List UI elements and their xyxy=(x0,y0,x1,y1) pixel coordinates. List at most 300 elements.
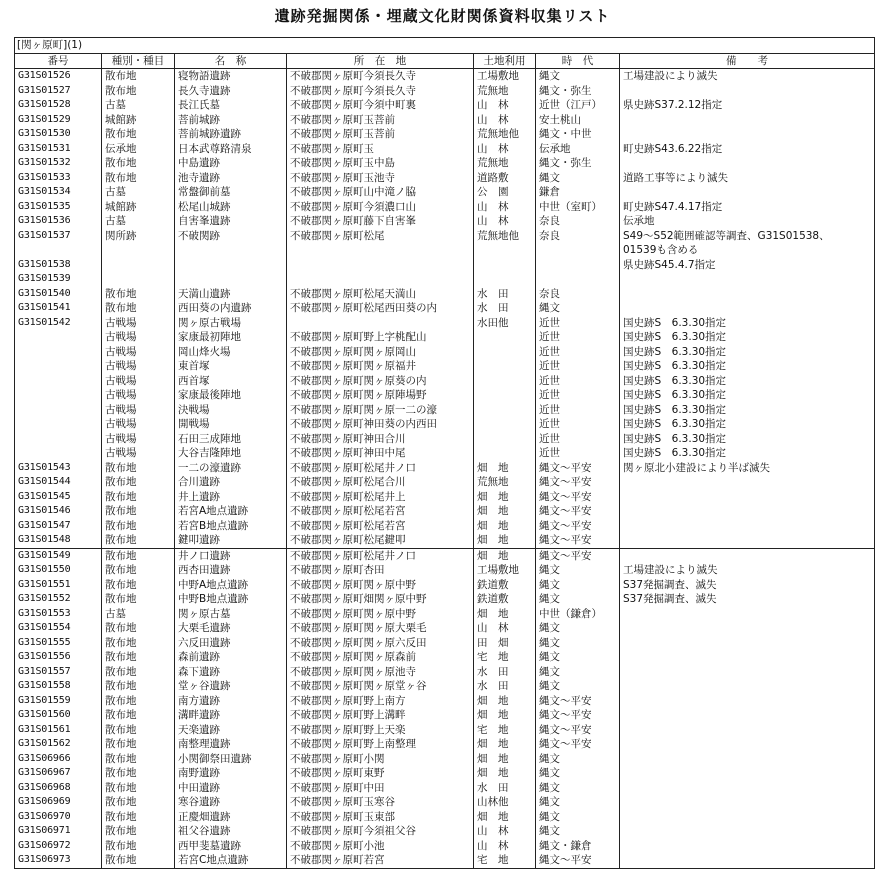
cell-name: 関ヶ原古墓 xyxy=(175,607,287,622)
cell-location: 不破郡関ヶ原町今須濃口山 xyxy=(287,200,474,215)
cell-name: 若宮C地点遺跡 xyxy=(175,853,287,868)
cell-remarks xyxy=(620,519,875,534)
cell-name: 中島遺跡 xyxy=(175,156,287,171)
cell-remarks: 県史跡S37.2.12指定 xyxy=(620,98,875,113)
cell-period: 縄文 xyxy=(536,679,620,694)
table-row xyxy=(15,374,875,389)
cell-location: 不破郡関ヶ原町玉池寺 xyxy=(287,171,474,186)
cell-number: G31S01531 xyxy=(15,142,102,157)
cell-remarks xyxy=(620,504,875,519)
cell-location: 不破郡関ヶ原町松尾西田葵の内 xyxy=(287,301,474,316)
cell-remarks: 伝承地 xyxy=(620,214,875,229)
cell-remarks xyxy=(620,810,875,825)
cell-land-use: 水 田 xyxy=(474,781,536,796)
cell-type: 散布地 xyxy=(102,737,175,752)
table-row xyxy=(15,578,875,593)
cell-land-use: 畑 地 xyxy=(474,461,536,476)
cell-name: 小関御祭田遺跡 xyxy=(175,752,287,767)
cell-period: 縄文 xyxy=(536,810,620,825)
cell-number: G31S01562 xyxy=(15,737,102,752)
cell-type: 散布地 xyxy=(102,490,175,505)
cell-period: 近世（江戸） xyxy=(536,98,620,113)
cell-remarks xyxy=(620,839,875,854)
cell-remarks: 町史跡S47.4.17指定 xyxy=(620,200,875,215)
cell-type: 古墓 xyxy=(102,185,175,200)
cell-remarks xyxy=(620,766,875,781)
cell-name: 東首塚 xyxy=(175,359,287,374)
cell-land-use: 畑 地 xyxy=(474,752,536,767)
cell-type: 古戦場 xyxy=(102,316,175,331)
cell-location xyxy=(287,316,474,331)
cell-name: 中野B地点遺跡 xyxy=(175,592,287,607)
cell-type: 古墓 xyxy=(102,98,175,113)
cell-period: 縄文～平安 xyxy=(536,504,620,519)
cell-remarks xyxy=(620,650,875,665)
cell-period: 縄文 xyxy=(536,650,620,665)
cell-number xyxy=(15,330,102,345)
cell-period: 縄文 xyxy=(536,563,620,578)
cell-name: 池寺遺跡 xyxy=(175,171,287,186)
cell-remarks: 道路工事等により滅失 xyxy=(620,171,875,186)
cell-period: 縄文～平安 xyxy=(536,694,620,709)
cell-remarks xyxy=(620,490,875,505)
cell-number: G31S01527 xyxy=(15,84,102,99)
cell-type: 散布地 xyxy=(102,475,175,490)
cell-number: G31S01558 xyxy=(15,679,102,694)
cell-period xyxy=(536,272,620,287)
cell-period xyxy=(536,243,620,258)
cell-period: 近世 xyxy=(536,345,620,360)
cell-land-use: 山 林 xyxy=(474,839,536,854)
cell-number: G31S01554 xyxy=(15,621,102,636)
cell-name: 森前遺跡 xyxy=(175,650,287,665)
cell-period: 近世 xyxy=(536,388,620,403)
cell-name: 石田三成陣地 xyxy=(175,432,287,447)
cell-name: 大谷吉隆陣地 xyxy=(175,446,287,461)
cell-number: G31S01541 xyxy=(15,301,102,316)
cell-name: 若宮B地点遺跡 xyxy=(175,519,287,534)
table-row xyxy=(15,403,875,418)
cell-period: 縄文 xyxy=(536,301,620,316)
cell-period: 縄文 xyxy=(536,781,620,796)
cell-name: 祖父谷遺跡 xyxy=(175,824,287,839)
cell-location: 不破郡関ヶ原町関ヶ原陣場野 xyxy=(287,388,474,403)
cell-period: 縄文 xyxy=(536,795,620,810)
cell-type: 伝承地 xyxy=(102,142,175,157)
cell-name: 西首塚 xyxy=(175,374,287,389)
cell-name: 家康最初陣地 xyxy=(175,330,287,345)
cell-land-use xyxy=(474,388,536,403)
cell-period: 縄文～平安 xyxy=(536,533,620,548)
section-label: [関ヶ原町](1) xyxy=(15,38,875,54)
cell-name: 堂ヶ谷遺跡 xyxy=(175,679,287,694)
cell-remarks: 国史跡S 6.3.30指定 xyxy=(620,374,875,389)
cell-period: 縄文 xyxy=(536,621,620,636)
table-row xyxy=(15,752,875,767)
cell-location: 不破郡関ヶ原町若宮 xyxy=(287,853,474,868)
table-row xyxy=(15,592,875,607)
cell-remarks: 国史跡S 6.3.30指定 xyxy=(620,403,875,418)
cell-period: 縄文 xyxy=(536,592,620,607)
cell-number: G31S01561 xyxy=(15,723,102,738)
cell-location: 不破郡関ヶ原町東野 xyxy=(287,766,474,781)
cell-type: 散布地 xyxy=(102,694,175,709)
header-location: 所 在 地 xyxy=(287,53,474,69)
cell-number: G31S06970 xyxy=(15,810,102,825)
cell-number: G31S01559 xyxy=(15,694,102,709)
cell-location: 不破郡関ヶ原町松尾鍵叩 xyxy=(287,533,474,548)
cell-number: G31S01532 xyxy=(15,156,102,171)
cell-number: G31S06971 xyxy=(15,824,102,839)
cell-name: 岡山烽火場 xyxy=(175,345,287,360)
cell-remarks xyxy=(620,287,875,302)
table-row xyxy=(15,781,875,796)
table-row xyxy=(15,650,875,665)
cell-land-use: 畑 地 xyxy=(474,766,536,781)
cell-type: 散布地 xyxy=(102,781,175,796)
cell-type: 散布地 xyxy=(102,156,175,171)
table-row xyxy=(15,665,875,680)
cell-land-use xyxy=(474,272,536,287)
cell-land-use xyxy=(474,345,536,360)
cell-name: 六反田遺跡 xyxy=(175,636,287,651)
cell-land-use: 畑 地 xyxy=(474,548,536,563)
cell-name: 長久寺遺跡 xyxy=(175,84,287,99)
table-row xyxy=(15,330,875,345)
cell-land-use: 田 畑 xyxy=(474,636,536,651)
cell-number: G31S01545 xyxy=(15,490,102,505)
cell-number xyxy=(15,243,102,258)
cell-remarks: 国史跡S 6.3.30指定 xyxy=(620,359,875,374)
table-row xyxy=(15,519,875,534)
cell-location: 不破郡関ヶ原町畑関ヶ原中野 xyxy=(287,592,474,607)
cell-name: 井上遺跡 xyxy=(175,490,287,505)
table-row xyxy=(15,417,875,432)
cell-land-use xyxy=(474,374,536,389)
table-row xyxy=(15,621,875,636)
table-row xyxy=(15,98,875,113)
table-row xyxy=(15,142,875,157)
cell-type: 散布地 xyxy=(102,824,175,839)
cell-remarks: S37発掘調査、滅失 xyxy=(620,578,875,593)
table-row xyxy=(15,563,875,578)
cell-number: G31S01553 xyxy=(15,607,102,622)
table-row xyxy=(15,810,875,825)
cell-number: G31S01547 xyxy=(15,519,102,534)
cell-name: 日本武尊路清泉 xyxy=(175,142,287,157)
cell-type: 散布地 xyxy=(102,708,175,723)
cell-period: 縄文・弥生 xyxy=(536,84,620,99)
cell-location: 不破郡関ヶ原町山中滝ノ脇 xyxy=(287,185,474,200)
cell-period: 縄文 xyxy=(536,824,620,839)
cell-type: 散布地 xyxy=(102,592,175,607)
cell-location xyxy=(287,258,474,273)
cell-land-use: 山 林 xyxy=(474,621,536,636)
cell-name: 合川遺跡 xyxy=(175,475,287,490)
cell-location: 不破郡関ヶ原町神田合川 xyxy=(287,432,474,447)
cell-number: G31S01543 xyxy=(15,461,102,476)
table-row xyxy=(15,432,875,447)
cell-number: G31S01549 xyxy=(15,548,102,563)
cell-type: 古戦場 xyxy=(102,388,175,403)
cell-number xyxy=(15,345,102,360)
table-row xyxy=(15,243,875,258)
cell-remarks xyxy=(620,185,875,200)
cell-name: 関ヶ原古戦場 xyxy=(175,316,287,331)
cell-number: G31S06972 xyxy=(15,839,102,854)
cell-remarks xyxy=(620,621,875,636)
cell-type: 古戦場 xyxy=(102,432,175,447)
cell-land-use: 畑 地 xyxy=(474,694,536,709)
cell-type: 古戦場 xyxy=(102,446,175,461)
cell-location xyxy=(287,243,474,258)
cell-period: 近世 xyxy=(536,359,620,374)
cell-type: 散布地 xyxy=(102,621,175,636)
table-row xyxy=(15,200,875,215)
header-period: 時 代 xyxy=(536,53,620,69)
cell-location: 不破郡関ヶ原町玉中島 xyxy=(287,156,474,171)
table-row xyxy=(15,156,875,171)
cell-land-use: 山 林 xyxy=(474,142,536,157)
cell-land-use: 山 林 xyxy=(474,98,536,113)
cell-location: 不破郡関ヶ原町松尾若宮 xyxy=(287,504,474,519)
cell-location: 不破郡関ヶ原町野上南整理 xyxy=(287,737,474,752)
table-row xyxy=(15,679,875,694)
table-row xyxy=(15,84,875,99)
table-row xyxy=(15,258,875,273)
cell-remarks xyxy=(620,113,875,128)
header-type: 種別・種目 xyxy=(102,53,175,69)
cell-name: 菩前城跡 xyxy=(175,113,287,128)
site-list-table xyxy=(14,37,875,869)
cell-remarks xyxy=(620,795,875,810)
table-row xyxy=(15,636,875,651)
cell-number: G31S01536 xyxy=(15,214,102,229)
cell-period: 縄文～平安 xyxy=(536,548,620,563)
cell-number: G31S06969 xyxy=(15,795,102,810)
cell-land-use: 畑 地 xyxy=(474,607,536,622)
cell-name: 天楽遺跡 xyxy=(175,723,287,738)
cell-location xyxy=(287,272,474,287)
cell-type: 散布地 xyxy=(102,636,175,651)
cell-location: 不破郡関ヶ原町今須祖父谷 xyxy=(287,824,474,839)
cell-name: 鍵叩遺跡 xyxy=(175,533,287,548)
cell-number: G31S01542 xyxy=(15,316,102,331)
cell-name: 井ノ口遺跡 xyxy=(175,548,287,563)
cell-type: 散布地 xyxy=(102,665,175,680)
cell-remarks: S49～S52範囲確認等調査、G31S01538、 xyxy=(620,229,875,244)
table-row xyxy=(15,824,875,839)
cell-location: 不破郡関ヶ原町関ヶ原一二の濠 xyxy=(287,403,474,418)
cell-number: G31S01526 xyxy=(15,69,102,84)
cell-period: 縄文・鎌倉 xyxy=(536,839,620,854)
cell-period xyxy=(536,258,620,273)
cell-period: 縄文～平安 xyxy=(536,519,620,534)
cell-number: G31S01537 xyxy=(15,229,102,244)
cell-location: 不破郡関ヶ原町関ヶ原森前 xyxy=(287,650,474,665)
cell-name: 西杏田遺跡 xyxy=(175,563,287,578)
cell-land-use: 畑 地 xyxy=(474,737,536,752)
cell-number: G31S01530 xyxy=(15,127,102,142)
cell-type xyxy=(102,243,175,258)
cell-location: 不破郡関ヶ原町関ヶ原中野 xyxy=(287,607,474,622)
cell-type: 散布地 xyxy=(102,127,175,142)
cell-type: 関所跡 xyxy=(102,229,175,244)
cell-period: 奈良 xyxy=(536,229,620,244)
cell-location: 不破郡関ヶ原町関ヶ原福井 xyxy=(287,359,474,374)
cell-remarks xyxy=(620,853,875,868)
cell-location: 不破郡関ヶ原町小関 xyxy=(287,752,474,767)
cell-number: G31S01529 xyxy=(15,113,102,128)
cell-period: 縄文・弥生 xyxy=(536,156,620,171)
cell-land-use xyxy=(474,417,536,432)
header-number: 番号 xyxy=(15,53,102,69)
cell-number: G31S01533 xyxy=(15,171,102,186)
header-land-use: 土地利用 xyxy=(474,53,536,69)
cell-period: 近世 xyxy=(536,403,620,418)
cell-period: 近世 xyxy=(536,330,620,345)
table-row xyxy=(15,446,875,461)
cell-remarks xyxy=(620,548,875,563)
cell-location: 不破郡関ヶ原町松尾井上 xyxy=(287,490,474,505)
cell-location: 不破郡関ヶ原町今須長久寺 xyxy=(287,84,474,99)
cell-name: 寒谷遺跡 xyxy=(175,795,287,810)
cell-location: 不破郡関ヶ原町松尾 xyxy=(287,229,474,244)
cell-remarks: 国史跡S 6.3.30指定 xyxy=(620,388,875,403)
cell-period: 近世 xyxy=(536,417,620,432)
cell-type: 散布地 xyxy=(102,810,175,825)
table-row xyxy=(15,708,875,723)
cell-land-use: 荒無地 xyxy=(474,156,536,171)
cell-name: 南野遺跡 xyxy=(175,766,287,781)
cell-name: 南方遺跡 xyxy=(175,694,287,709)
table-row xyxy=(15,272,875,287)
cell-period: 中世（室町） xyxy=(536,200,620,215)
cell-type: 古戦場 xyxy=(102,330,175,345)
table-row xyxy=(15,737,875,752)
cell-remarks xyxy=(620,533,875,548)
cell-location: 不破郡関ヶ原町野上溝畔 xyxy=(287,708,474,723)
cell-period: 安土桃山 xyxy=(536,113,620,128)
cell-land-use: 畑 地 xyxy=(474,810,536,825)
cell-remarks xyxy=(620,737,875,752)
cell-type: 古墓 xyxy=(102,214,175,229)
cell-period: 縄文 xyxy=(536,171,620,186)
cell-location: 不破郡関ヶ原町中田 xyxy=(287,781,474,796)
cell-number: G31S01528 xyxy=(15,98,102,113)
cell-remarks xyxy=(620,84,875,99)
cell-remarks xyxy=(620,301,875,316)
cell-remarks: 国史跡S 6.3.30指定 xyxy=(620,417,875,432)
table-row xyxy=(15,839,875,854)
cell-location: 不破郡関ヶ原町関ヶ原堂ヶ谷 xyxy=(287,679,474,694)
table-row xyxy=(15,214,875,229)
table-row xyxy=(15,461,875,476)
cell-type xyxy=(102,258,175,273)
table-row xyxy=(15,694,875,709)
cell-type: 散布地 xyxy=(102,533,175,548)
cell-land-use: 水田他 xyxy=(474,316,536,331)
cell-location: 不破郡関ヶ原町松尾若宮 xyxy=(287,519,474,534)
cell-land-use: 道路敷 xyxy=(474,171,536,186)
cell-name: 中田遺跡 xyxy=(175,781,287,796)
cell-remarks: 国史跡S 6.3.30指定 xyxy=(620,330,875,345)
cell-name: 長江氏墓 xyxy=(175,98,287,113)
table-row xyxy=(15,345,875,360)
cell-type: 散布地 xyxy=(102,578,175,593)
cell-remarks xyxy=(620,272,875,287)
table-row xyxy=(15,490,875,505)
cell-number: G31S01548 xyxy=(15,533,102,548)
cell-location: 不破郡関ヶ原町今須長久寺 xyxy=(287,69,474,84)
cell-land-use: 山 林 xyxy=(474,214,536,229)
cell-type: 城館跡 xyxy=(102,113,175,128)
cell-name xyxy=(175,243,287,258)
cell-remarks: 国史跡S 6.3.30指定 xyxy=(620,446,875,461)
cell-period: 縄文 xyxy=(536,766,620,781)
cell-period: 縄文～平安 xyxy=(536,475,620,490)
table-row xyxy=(15,388,875,403)
cell-period: 縄文～平安 xyxy=(536,737,620,752)
cell-type: 散布地 xyxy=(102,301,175,316)
cell-type: 古戦場 xyxy=(102,374,175,389)
cell-land-use: 水 田 xyxy=(474,679,536,694)
cell-name: 自害峯遺跡 xyxy=(175,214,287,229)
cell-remarks: 国史跡S 6.3.30指定 xyxy=(620,316,875,331)
cell-number: G31S01550 xyxy=(15,563,102,578)
cell-land-use: 水 田 xyxy=(474,301,536,316)
table-row xyxy=(15,113,875,128)
table-body xyxy=(15,69,875,869)
cell-type: 散布地 xyxy=(102,563,175,578)
cell-name: 西甲斐墓遺跡 xyxy=(175,839,287,854)
cell-period: 中世（鎌倉） xyxy=(536,607,620,622)
cell-location: 不破郡関ヶ原町今須中町裏 xyxy=(287,98,474,113)
cell-number xyxy=(15,446,102,461)
cell-remarks xyxy=(620,781,875,796)
cell-land-use: 鉄道敷 xyxy=(474,578,536,593)
cell-location: 不破郡関ヶ原町関ヶ原大栗毛 xyxy=(287,621,474,636)
cell-land-use: 水 田 xyxy=(474,665,536,680)
cell-land-use xyxy=(474,432,536,447)
cell-period: 縄文～平安 xyxy=(536,853,620,868)
table-row xyxy=(15,287,875,302)
cell-location: 不破郡関ヶ原町杏田 xyxy=(287,563,474,578)
cell-land-use xyxy=(474,446,536,461)
cell-remarks xyxy=(620,824,875,839)
cell-land-use: 山 林 xyxy=(474,824,536,839)
cell-number: G31S01535 xyxy=(15,200,102,215)
cell-number: G31S06968 xyxy=(15,781,102,796)
table-row xyxy=(15,185,875,200)
cell-period: 縄文 xyxy=(536,636,620,651)
cell-land-use: 荒無地他 xyxy=(474,127,536,142)
cell-remarks xyxy=(620,752,875,767)
cell-location: 不破郡関ヶ原町玉寒谷 xyxy=(287,795,474,810)
cell-land-use xyxy=(474,243,536,258)
header-row xyxy=(15,53,875,69)
cell-number: G31S06973 xyxy=(15,853,102,868)
table-row xyxy=(15,301,875,316)
cell-location: 不破郡関ヶ原町野上字桃配山 xyxy=(287,330,474,345)
cell-land-use xyxy=(474,258,536,273)
cell-type: 散布地 xyxy=(102,679,175,694)
cell-location: 不破郡関ヶ原町関ヶ原岡山 xyxy=(287,345,474,360)
table-row xyxy=(15,229,875,244)
cell-number: G31S01540 xyxy=(15,287,102,302)
cell-number: G31S01544 xyxy=(15,475,102,490)
cell-land-use: 山 林 xyxy=(474,200,536,215)
